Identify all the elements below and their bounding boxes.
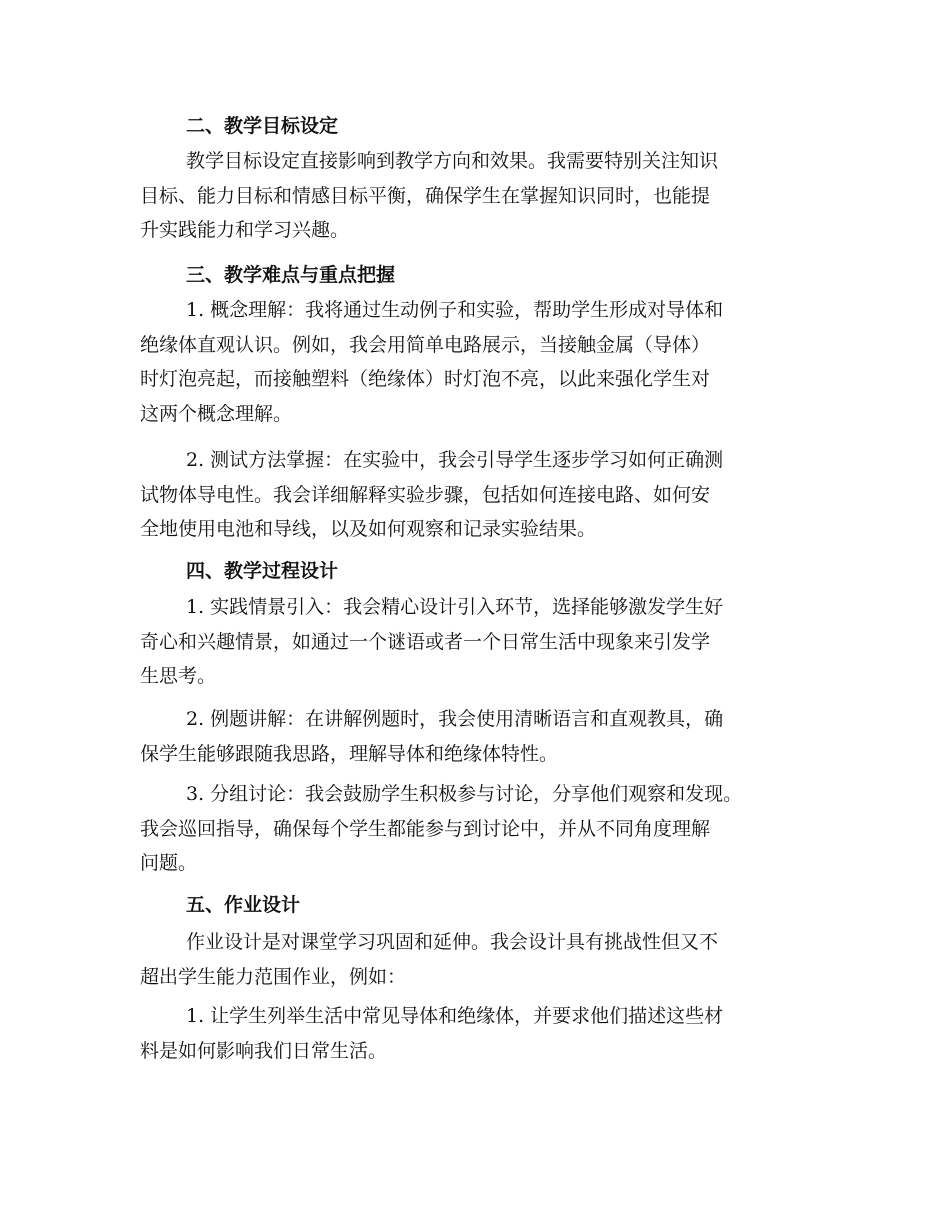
text-line: 升实践能力和学习兴趣。: [140, 219, 350, 241]
paragraph-concept-understanding: [140, 293, 820, 431]
text-line: 生思考。: [140, 665, 217, 687]
text-line: 时灯泡亮起，而接触塑料（绝缘体）时灯泡不亮，以此来强化学生对: [140, 368, 711, 390]
text-line: 试物体导电性。我会详细解释实验步骤，包括如何连接电路、如何安: [140, 483, 711, 506]
text-line: 全地使用电池和导线，以及如何观察和记录实验结果。: [140, 518, 597, 540]
paragraph-test-method: [140, 443, 820, 547]
section-heading-process: 四、教学过程设计: [186, 560, 339, 582]
paragraph-group-discussion: [140, 777, 820, 881]
text-line: 超出学生能力范围作业，例如：: [140, 965, 407, 988]
text-line: 教学目标设定直接影响到教学方向和效果。我需要特别关注知识: [186, 150, 719, 172]
text-line: 2. 例题讲解：在讲解例题时，我会使用清晰语言和直观教具，确: [186, 708, 724, 730]
section-heading-goals: 二、教学目标设定: [186, 115, 339, 137]
paragraph-goals: [140, 144, 820, 248]
paragraph-homework-item1: [140, 999, 820, 1068]
text-line: 3. 分组讨论：我会鼓励学生积极参与讨论，分享他们观察和发现。: [186, 783, 743, 805]
text-line: 1. 概念理解：我将通过生动例子和实验，帮助学生形成对导体和: [186, 299, 724, 321]
text-line: 问题。: [140, 852, 198, 874]
text-line: 2. 测试方法掌握：在实验中，我会引导学生逐步学习如何正确测: [186, 449, 724, 471]
text-line: 绝缘体直观认识。例如，我会用简单电路展示，当接触金属（导体）: [140, 333, 711, 356]
paragraph-scenario-intro: [140, 590, 820, 694]
text-line: 奇心和兴趣情景，如通过一个谜语或者一个日常生活中现象来引发学: [140, 630, 711, 653]
text-line: 我会巡回指导，确保每个学生都能参与到讨论中，并从不同角度理解: [140, 817, 711, 840]
section-heading-homework: 五、作业设计: [186, 894, 301, 916]
paragraph-homework-intro: [140, 925, 820, 994]
text-line: 目标、能力目标和情感目标平衡，确保学生在掌握知识同时，也能提: [140, 184, 711, 207]
text-line: 料是如何影响我们日常生活。: [140, 1039, 388, 1062]
text-line: 保学生能够跟随我思路，理解导体和绝缘体特性。: [140, 742, 559, 765]
text-line: 1. 让学生列举生活中常见导体和绝缘体，并要求他们描述这些材: [186, 1005, 724, 1027]
paragraph-example-explanation: [140, 702, 820, 771]
text-line: 1. 实践情景引入：我会精心设计引入环节，选择能够激发学生好: [186, 596, 724, 618]
section-heading-difficulties: 三、教学难点与重点把握: [186, 264, 396, 286]
text-line: 作业设计是对课堂学习巩固和延伸。我会设计具有挑战性但又不: [186, 931, 719, 953]
text-line: 这两个概念理解。: [140, 402, 293, 425]
